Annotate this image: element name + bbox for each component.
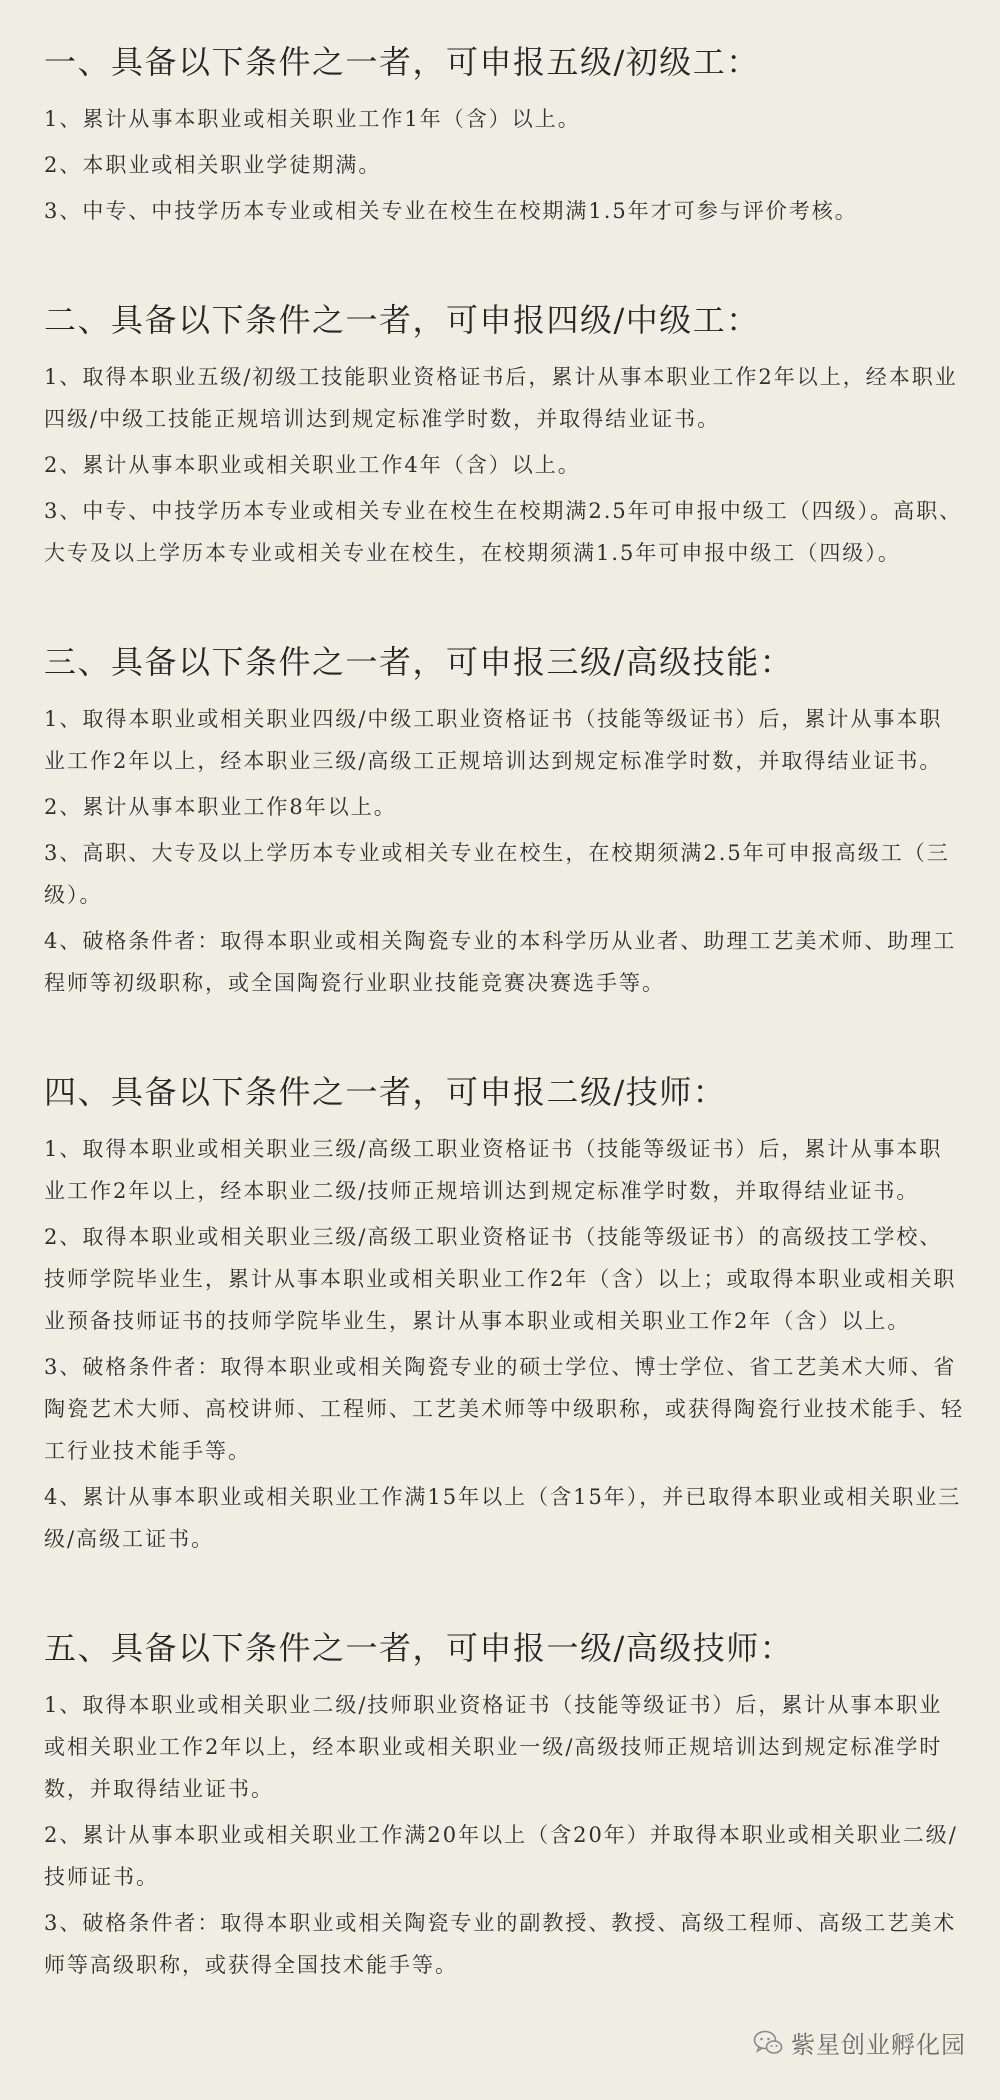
condition-item: 3、中专、中技学历本专业或相关专业在校生在校期满1.5年才可参与评价考核。 <box>44 199 858 223</box>
section-level-1 <box>44 1622 964 1986</box>
wechat-icon <box>753 2030 783 2056</box>
section-level-2 <box>44 1066 964 1560</box>
section-level-3 <box>44 636 964 1004</box>
watermark-text: 紫星创业孵化园 <box>791 2031 966 2059</box>
account-watermark <box>753 2025 966 2060</box>
condition-item: 2、累计从事本职业工作8年以上。 <box>44 795 397 819</box>
condition-item: 1、取得本职业或相关职业二级/技师职业资格证书（技能等级证书）后，累计从事本职业或相关职业工作2年以上，经本职业或相关职业一级/高级技师正规培训达到规定标准学时数，并取得结业证书。 <box>44 1693 943 1801</box>
condition-item: 2、累计从事本职业或相关职业工作4年（含）以上。 <box>44 453 581 477</box>
condition-item: 2、取得本职业或相关职业三级/高级工职业资格证书（技能等级证书）的高级技工学校、技师学院毕业生，累计从事本职业或相关职业工作2年（含）以上；或取得本职业或相关职业预备技师证书的技师学院毕业生，累计从事本职业或相关职业工作2年（含）以上。 <box>44 1225 957 1333</box>
section-level-5 <box>44 36 964 232</box>
condition-item: 1、累计从事本职业或相关职业工作1年（含）以上。 <box>44 107 581 131</box>
condition-item: 3、高职、大专及以上学历本专业或相关专业在校生，在校期须满2.5年可申报高级工（三级）。 <box>44 841 950 907</box>
section-title: 一、具备以下条件之一者，可申报五级/初级工： <box>44 43 760 81</box>
condition-item: 3、中专、中技学历本专业或相关专业在校生在校期满2.5年可申报中级工（四级）。高职、大专及以上学历本专业或相关专业在校生，在校期须满1.5年可申报中级工（四级）。 <box>44 499 963 565</box>
section-title: 三、具备以下条件之一者，可申报三级/高级技能： <box>44 643 794 681</box>
condition-item: 2、累计从事本职业或相关职业工作满20年以上（含20年）并取得本职业或相关职业二级/技师证书。 <box>44 1823 958 1889</box>
condition-item: 2、本职业或相关职业学徒期满。 <box>44 153 382 177</box>
condition-item: 4、破格条件者：取得本职业或相关陶瓷专业的本科学历从业者、助理工艺美术师、助理工程师等初级职称，或全国陶瓷行业职业技能竞赛决赛选手等。 <box>44 929 957 995</box>
section-title: 五、具备以下条件之一者，可申报一级/高级技师： <box>44 1629 794 1667</box>
condition-item: 4、累计从事本职业或相关职业工作满15年以上（含15年），并已取得本职业或相关职业三级/高级工证书。 <box>44 1485 962 1551</box>
condition-item: 3、破格条件者：取得本职业或相关陶瓷专业的副教授、教授、高级工程师、高级工艺美术师等高级职称，或获得全国技术能手等。 <box>44 1911 957 1977</box>
section-level-4 <box>44 294 964 574</box>
condition-item: 1、取得本职业或相关职业三级/高级工职业资格证书（技能等级证书）后，累计从事本职业工作2年以上，经本职业二级/技师正规培训达到规定标准学时数，并取得结业证书。 <box>44 1137 943 1203</box>
document-body <box>44 36 964 2048</box>
section-title: 四、具备以下条件之一者，可申报二级/技师： <box>44 1073 727 1111</box>
condition-item: 1、取得本职业或相关职业四级/中级工职业资格证书（技能等级证书）后，累计从事本职业工作2年以上，经本职业三级/高级工正规培训达到规定标准学时数，并取得结业证书。 <box>44 707 943 773</box>
condition-item: 1、取得本职业五级/初级工技能职业资格证书后，累计从事本职业工作2年以上，经本职业四级/中级工技能正规培训达到规定标准学时数，并取得结业证书。 <box>44 365 958 431</box>
section-title: 二、具备以下条件之一者，可申报四级/中级工： <box>44 301 760 339</box>
condition-item: 3、破格条件者：取得本职业或相关陶瓷专业的硕士学位、博士学位、省工艺美术大师、省陶瓷艺术大师、高校讲师、工程师、工艺美术师等中级职称，或获得陶瓷行业技术能手、轻工行业技术能手等。 <box>44 1355 964 1463</box>
